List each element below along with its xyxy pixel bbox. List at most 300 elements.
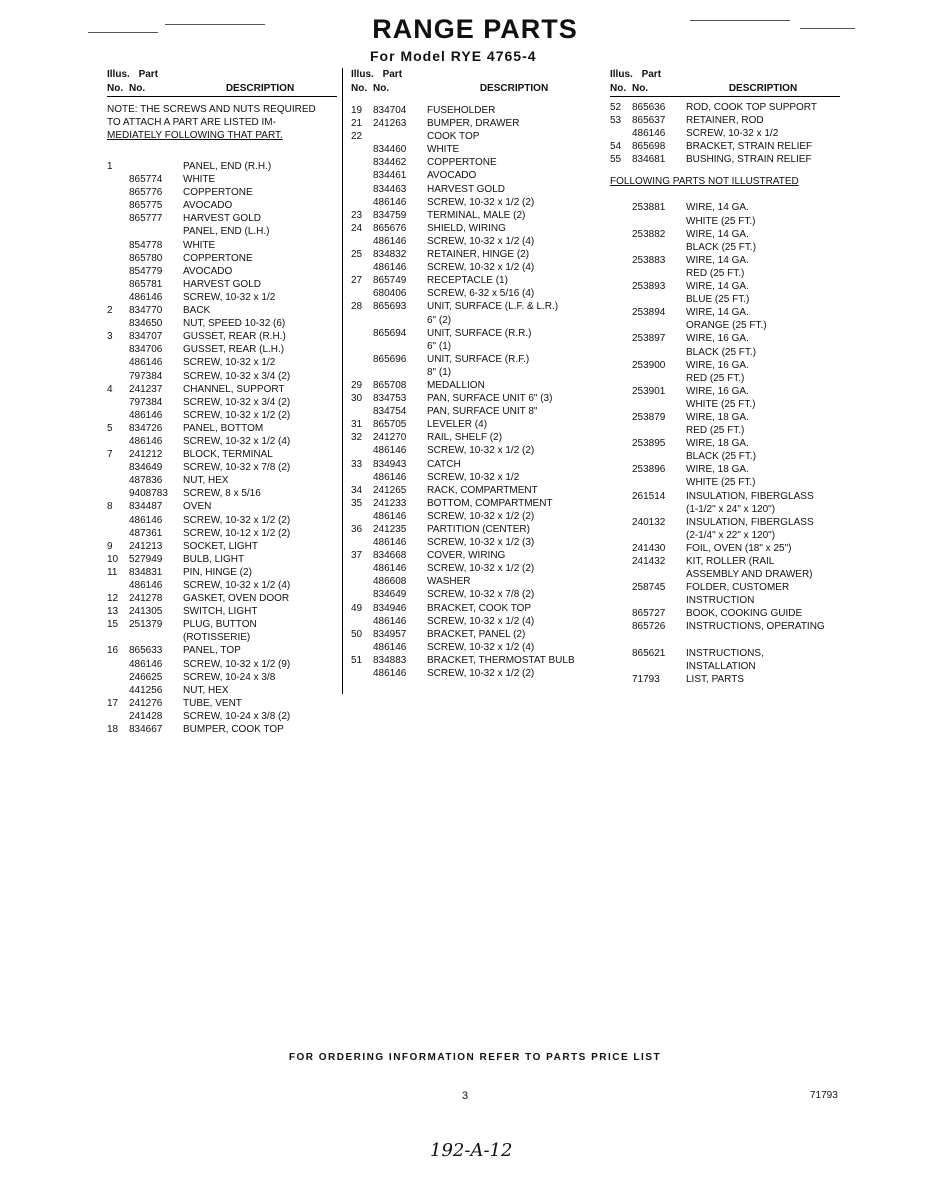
illus-number: 55 bbox=[610, 154, 622, 166]
illus-number bbox=[107, 291, 129, 304]
part-number: 834462 bbox=[373, 157, 407, 169]
illus-number: 24 bbox=[351, 222, 363, 234]
part-number bbox=[373, 366, 423, 379]
part-description: AVOCADO bbox=[183, 265, 233, 277]
parts-row bbox=[107, 697, 337, 710]
part-description: COOK TOP bbox=[427, 131, 480, 143]
part-number: 253879 bbox=[632, 411, 666, 423]
parts-row bbox=[610, 201, 840, 214]
illus-number bbox=[610, 529, 632, 542]
illus-number bbox=[351, 143, 373, 156]
parts-row bbox=[610, 568, 840, 581]
illus-number bbox=[107, 579, 129, 592]
part-number: 240132 bbox=[632, 516, 666, 528]
parts-row bbox=[107, 278, 337, 291]
part-description: GUSSET, REAR (R.H.) bbox=[183, 331, 286, 343]
parts-row bbox=[610, 372, 840, 385]
illus-number: 31 bbox=[351, 419, 363, 431]
parts-row bbox=[351, 562, 601, 575]
parts-row bbox=[351, 340, 601, 353]
part-description: NUT, SPEED 10-32 (6) bbox=[183, 318, 286, 330]
parts-row bbox=[610, 359, 840, 372]
part-no-label: No. bbox=[373, 83, 390, 94]
screws-note bbox=[107, 103, 337, 142]
parts-row bbox=[610, 647, 840, 660]
part-number bbox=[632, 660, 682, 673]
illus-number bbox=[351, 235, 373, 248]
part-description: BACK bbox=[183, 305, 211, 317]
illus-number: 3 bbox=[107, 331, 113, 343]
part-number: 834943 bbox=[373, 458, 407, 470]
parts-row bbox=[107, 500, 337, 513]
part-description: MEDALLION bbox=[427, 379, 485, 391]
part-number bbox=[373, 340, 423, 353]
part-number: 834957 bbox=[373, 628, 407, 640]
part-description: WHITE (25 FT.) bbox=[686, 398, 756, 410]
description-label: DESCRIPTION bbox=[479, 83, 549, 94]
part-description: 6" (2) bbox=[427, 314, 452, 326]
parts-row bbox=[107, 631, 337, 644]
illus-number bbox=[351, 588, 373, 601]
part-number bbox=[632, 293, 682, 306]
part-number: 253895 bbox=[632, 438, 666, 450]
part-number: 253897 bbox=[632, 333, 666, 345]
illus-number: 10 bbox=[107, 553, 119, 565]
parts-row bbox=[610, 127, 840, 140]
part-number: 865726 bbox=[632, 621, 666, 633]
part-description: CATCH bbox=[427, 458, 461, 470]
illus-number bbox=[610, 555, 632, 568]
part-number: 246625 bbox=[129, 671, 163, 683]
parts-row bbox=[107, 383, 337, 396]
parts-row bbox=[610, 101, 840, 114]
illus-number: 21 bbox=[351, 118, 363, 130]
not-illustrated-heading: FOLLOWING PARTS NOT ILLUSTRATED bbox=[610, 176, 799, 188]
illus-number: 53 bbox=[610, 115, 622, 127]
illus-number: 12 bbox=[107, 593, 119, 605]
part-description: PANEL, END (R.H.) bbox=[183, 161, 272, 172]
illus-number bbox=[610, 280, 632, 293]
part-description: PANEL, TOP bbox=[183, 645, 241, 657]
part-description: WASHER bbox=[427, 576, 471, 588]
part-number: 253883 bbox=[632, 254, 666, 266]
illus-number bbox=[107, 252, 129, 265]
parts-row bbox=[107, 553, 337, 566]
illus-number bbox=[351, 287, 373, 300]
column-header-top bbox=[351, 68, 601, 82]
part-description: FOIL, OVEN (18" x 25") bbox=[686, 542, 792, 554]
parts-list bbox=[351, 104, 601, 680]
illus-number bbox=[610, 201, 632, 214]
parts-row bbox=[107, 618, 337, 631]
parts-row bbox=[107, 239, 337, 252]
part-description: SCREW, 10-32 x 1/2 (2) bbox=[427, 510, 535, 522]
part-no-label: No. bbox=[632, 83, 649, 94]
illus-number bbox=[610, 542, 632, 555]
parts-column-3 bbox=[610, 68, 840, 686]
part-description: SCREW, 6-32 x 5/16 (4) bbox=[427, 288, 535, 300]
part-number bbox=[632, 215, 682, 228]
note-line: MEDIATELY FOLLOWING THAT PART. bbox=[107, 130, 283, 141]
part-description: WIRE, 14 GA. bbox=[686, 228, 749, 240]
parts-row bbox=[351, 392, 601, 405]
part-number: 241278 bbox=[129, 593, 163, 605]
part-description: SHIELD, WIRING bbox=[427, 222, 506, 234]
part-number: 680406 bbox=[373, 288, 407, 300]
parts-row bbox=[610, 398, 840, 411]
part-description: INSTRUCTIONS, OPERATING bbox=[686, 621, 825, 633]
part-description: (2-1/4" x 22" x 120") bbox=[686, 529, 776, 541]
part-number bbox=[632, 319, 682, 332]
part-description: RETAINER, HINGE (2) bbox=[427, 249, 530, 261]
part-number: 865776 bbox=[129, 187, 163, 199]
illus-number: 28 bbox=[351, 301, 363, 313]
illus-number: 11 bbox=[107, 566, 118, 578]
parts-row bbox=[107, 212, 337, 225]
illus-number bbox=[610, 293, 632, 306]
illus-number: 23 bbox=[351, 209, 363, 221]
part-number: 241265 bbox=[373, 484, 407, 496]
part-number: 486146 bbox=[373, 262, 407, 274]
illus-number bbox=[107, 186, 129, 199]
part-description: HARVEST GOLD bbox=[183, 278, 261, 290]
part-description: BLACK (25 FT.) bbox=[686, 451, 757, 463]
part-number: 834704 bbox=[373, 105, 407, 116]
part-number: 865781 bbox=[129, 278, 163, 290]
parts-row bbox=[351, 418, 601, 431]
part-description: ASSEMBLY AND DRAWER) bbox=[686, 569, 813, 581]
part-number: 865636 bbox=[632, 102, 666, 113]
part-description: GUSSET, REAR (L.H.) bbox=[183, 344, 285, 356]
part-description: BLOCK, TERMINAL bbox=[183, 449, 273, 461]
part-description: (1-1/2" x 24" x 120") bbox=[686, 503, 776, 515]
part-description: LIST, PARTS bbox=[686, 673, 744, 685]
part-description: CHANNEL, SUPPORT bbox=[183, 383, 285, 395]
part-description: LEVELER (4) bbox=[427, 419, 488, 431]
part-description: TUBE, VENT bbox=[183, 697, 242, 709]
part-description: ORANGE (25 FT.) bbox=[686, 320, 767, 332]
parts-row bbox=[351, 510, 601, 523]
illus-number bbox=[107, 199, 129, 212]
parts-row bbox=[610, 306, 840, 319]
illus-number: 37 bbox=[351, 550, 363, 562]
illus-number bbox=[610, 424, 632, 437]
illus-number bbox=[351, 340, 373, 353]
part-number bbox=[129, 225, 179, 238]
illus-number bbox=[610, 267, 632, 280]
illus-number bbox=[610, 634, 632, 647]
parts-row bbox=[351, 588, 601, 601]
part-description: WIRE, 16 GA. bbox=[686, 359, 749, 371]
part-description: NUT, HEX bbox=[183, 684, 229, 696]
part-description: WIRE, 14 GA. bbox=[686, 307, 749, 319]
parts-row bbox=[107, 199, 337, 212]
illus-number bbox=[107, 356, 129, 369]
parts-row bbox=[351, 130, 601, 143]
parts-row bbox=[610, 424, 840, 437]
part-description: (ROTISSERIE) bbox=[183, 632, 251, 644]
parts-row bbox=[351, 379, 601, 392]
part-description: HARVEST GOLD bbox=[427, 183, 505, 195]
part-description: NUT, HEX bbox=[183, 475, 229, 487]
part-description: INSULATION, FIBERGLASS bbox=[686, 516, 814, 528]
parts-row bbox=[107, 422, 337, 435]
illus-number bbox=[351, 641, 373, 654]
part-description: SCREW, 10-32 x 1/2 (2) bbox=[427, 196, 535, 208]
illus-number bbox=[610, 450, 632, 463]
illus-number bbox=[610, 660, 632, 673]
part-description: BUSHING, STRAIN RELIEF bbox=[686, 154, 812, 166]
part-description: ROD, COOK TOP SUPPORT bbox=[686, 102, 817, 113]
illus-number bbox=[107, 461, 129, 474]
parts-row bbox=[351, 261, 601, 274]
part-number: 486146 bbox=[129, 580, 163, 591]
part-description: BRACKET, PANEL (2) bbox=[427, 628, 526, 640]
part-number: 486146 bbox=[373, 445, 407, 457]
parts-list-not-illustrated bbox=[610, 201, 840, 685]
illus-number: 9 bbox=[107, 540, 113, 552]
note-line: TO ATTACH A PART ARE LISTED IM- bbox=[107, 117, 276, 128]
illus-label: Illus. bbox=[107, 69, 130, 80]
part-number bbox=[632, 372, 682, 385]
part-number: 834460 bbox=[373, 144, 407, 156]
illus-number: 4 bbox=[107, 383, 113, 395]
illus-number bbox=[610, 127, 632, 140]
parts-row bbox=[107, 461, 337, 474]
parts-row bbox=[610, 503, 840, 516]
parts-row bbox=[107, 409, 337, 422]
part-description: WHITE bbox=[183, 239, 216, 251]
page-number: 3 bbox=[462, 1090, 469, 1102]
part-description: SCREW, 8 x 5/16 bbox=[183, 488, 261, 500]
illus-number bbox=[107, 474, 129, 487]
illus-number bbox=[107, 173, 129, 186]
illus-number bbox=[610, 254, 632, 267]
parts-row bbox=[610, 280, 840, 293]
parts-row bbox=[351, 117, 601, 130]
illus-number: 18 bbox=[107, 724, 119, 736]
parts-row bbox=[107, 291, 337, 304]
parts-row bbox=[107, 225, 337, 238]
parts-row bbox=[107, 330, 337, 343]
part-number: 834706 bbox=[129, 344, 163, 356]
illus-number: 1 bbox=[107, 161, 113, 172]
part-number: 865698 bbox=[632, 141, 666, 153]
part-number: 486146 bbox=[373, 641, 407, 653]
illus-number: 17 bbox=[107, 697, 119, 709]
part-description: WIRE, 18 GA. bbox=[686, 411, 749, 423]
parts-row bbox=[351, 156, 601, 169]
part-description: WIRE, 18 GA. bbox=[686, 464, 749, 476]
parts-row bbox=[610, 140, 840, 153]
illus-number bbox=[351, 667, 373, 680]
illus-number bbox=[107, 671, 129, 684]
parts-row bbox=[610, 555, 840, 568]
illus-number: 33 bbox=[351, 458, 363, 470]
illus-number bbox=[351, 536, 373, 549]
part-number: 486146 bbox=[373, 235, 407, 247]
part-description: WIRE, 14 GA. bbox=[686, 202, 749, 214]
parts-row bbox=[610, 673, 840, 686]
part-description: WIRE, 16 GA. bbox=[686, 333, 749, 345]
column-header-bottom bbox=[351, 82, 601, 96]
illus-number bbox=[351, 366, 373, 379]
illus-number bbox=[610, 607, 632, 620]
parts-row bbox=[351, 654, 601, 667]
illus-number bbox=[351, 261, 373, 274]
part-number: 834831 bbox=[129, 566, 163, 578]
part-description: FUSEHOLDER bbox=[427, 105, 496, 116]
parts-row bbox=[351, 183, 601, 196]
illus-number bbox=[351, 353, 373, 366]
illus-number: 19 bbox=[351, 105, 363, 116]
parts-row bbox=[610, 346, 840, 359]
part-description: UNIT, SURFACE (L.F. & L.R.) bbox=[427, 301, 559, 313]
part-description: SCREW, 10-32 x 7/8 (2) bbox=[183, 462, 291, 474]
part-number: 834754 bbox=[373, 406, 407, 418]
part-number: 486146 bbox=[373, 668, 407, 680]
part-description: BULB, LIGHT bbox=[183, 553, 245, 565]
illus-number bbox=[351, 183, 373, 196]
part-number: 241432 bbox=[632, 556, 666, 567]
part-number: 527949 bbox=[129, 553, 163, 565]
illus-number: 27 bbox=[351, 275, 363, 287]
illus-number bbox=[351, 156, 373, 169]
illus-number: 7 bbox=[107, 449, 113, 461]
part-number bbox=[632, 450, 682, 463]
part-description: OVEN bbox=[183, 501, 212, 513]
part-description: PLUG, BUTTON bbox=[183, 619, 257, 631]
part-description: SCREW, 10-32 x 1/2 (2) bbox=[427, 563, 535, 575]
part-number: 865633 bbox=[129, 645, 163, 657]
part-number: 834753 bbox=[373, 393, 407, 405]
column-header-top bbox=[107, 68, 337, 82]
part-number bbox=[632, 476, 682, 489]
part-description: RACK, COMPARTMENT bbox=[427, 484, 538, 496]
illus-number: 32 bbox=[351, 432, 363, 444]
part-description: SWITCH, LIGHT bbox=[183, 606, 258, 618]
part-number: 834649 bbox=[129, 462, 163, 474]
part-description: SCREW, 10-32 x 1/2 bbox=[183, 357, 276, 369]
parts-row bbox=[351, 300, 601, 313]
illus-no-label: No. bbox=[610, 83, 627, 94]
part-number: 865749 bbox=[373, 275, 407, 287]
illus-number bbox=[351, 327, 373, 340]
part-number: 261514 bbox=[632, 490, 666, 502]
parts-row bbox=[610, 228, 840, 241]
illus-number bbox=[610, 319, 632, 332]
part-description: SCREW, 10-32 x 1/2 (4) bbox=[183, 435, 291, 447]
illus-number: 52 bbox=[610, 102, 622, 113]
part-number: 486146 bbox=[129, 357, 163, 369]
part-number: 834487 bbox=[129, 501, 163, 513]
part-description: RED (25 FT.) bbox=[686, 267, 745, 279]
parts-row bbox=[107, 566, 337, 579]
parts-row bbox=[351, 536, 601, 549]
part-description: RECEPTACLE (1) bbox=[427, 275, 508, 287]
part-number: 834883 bbox=[373, 654, 407, 666]
illus-number bbox=[351, 196, 373, 209]
parts-row bbox=[107, 723, 337, 736]
part-description: SCREW, 10-32 x 1/2 (2) bbox=[427, 668, 535, 680]
illus-number bbox=[351, 169, 373, 182]
parts-row bbox=[107, 186, 337, 199]
part-number bbox=[632, 346, 682, 359]
parts-row bbox=[107, 317, 337, 330]
illus-number: 54 bbox=[610, 141, 622, 153]
illus-number bbox=[107, 239, 129, 252]
part-description: PARTITION (CENTER) bbox=[427, 524, 530, 535]
part-description: SCREW, 10-24 x 3/8 (2) bbox=[183, 710, 291, 722]
parts-row bbox=[610, 463, 840, 476]
parts-row bbox=[107, 474, 337, 487]
illus-number bbox=[610, 372, 632, 385]
illus-number bbox=[610, 411, 632, 424]
part-number: 486146 bbox=[129, 435, 163, 447]
column-header-bottom bbox=[107, 82, 337, 97]
parts-row bbox=[351, 431, 601, 444]
part-description: BLACK (25 FT.) bbox=[686, 241, 757, 253]
part-description: SCREW, 10-32 x 1/2 (2) bbox=[183, 409, 291, 421]
part-description: BOOK, COOKING GUIDE bbox=[686, 608, 803, 620]
illus-number bbox=[610, 398, 632, 411]
parts-row bbox=[107, 265, 337, 278]
part-number bbox=[373, 314, 423, 327]
part-description: SCREW, 10-32 x 1/2 (4) bbox=[427, 262, 535, 274]
description-label: DESCRIPTION bbox=[728, 83, 798, 94]
part-description: HARVEST GOLD bbox=[183, 213, 261, 225]
part-description: UNIT, SURFACE (R.F.) bbox=[427, 353, 530, 365]
parts-row bbox=[351, 366, 601, 379]
part-number: 865727 bbox=[632, 608, 666, 620]
parts-row bbox=[610, 114, 840, 127]
parts-row bbox=[610, 450, 840, 463]
parts-row bbox=[107, 658, 337, 671]
parts-row bbox=[610, 490, 840, 503]
parts-row bbox=[351, 628, 601, 641]
illus-number bbox=[610, 306, 632, 319]
parts-row bbox=[107, 252, 337, 265]
part-number: 865676 bbox=[373, 222, 407, 234]
parts-row bbox=[351, 549, 601, 562]
illus-number bbox=[107, 631, 129, 644]
part-number: 486608 bbox=[373, 576, 407, 588]
part-number: 241430 bbox=[632, 542, 666, 554]
part-number: 834461 bbox=[373, 170, 407, 182]
part-description: COPPERTONE bbox=[427, 157, 497, 169]
part-number: 834946 bbox=[373, 602, 407, 614]
part-number: 253882 bbox=[632, 228, 666, 240]
part-description: PAN, SURFACE UNIT 6" (3) bbox=[427, 393, 553, 405]
ordering-note: FOR ORDERING INFORMATION REFER TO PARTS PRICE LIST bbox=[288, 1052, 662, 1063]
part-number: 71793 bbox=[632, 673, 660, 685]
part-description: SCREW, 10-32 x 3/4 (2) bbox=[183, 370, 291, 382]
parts-row bbox=[107, 710, 337, 723]
illus-number bbox=[107, 265, 129, 278]
part-description: SCREW, 10-32 x 1/2 (2) bbox=[183, 514, 291, 526]
illus-number: 29 bbox=[351, 379, 363, 391]
part-no-label: No. bbox=[129, 83, 146, 94]
part-number bbox=[632, 241, 682, 254]
part-number: 241237 bbox=[129, 383, 163, 395]
part-number: 253881 bbox=[632, 202, 666, 214]
illus-number bbox=[351, 575, 373, 588]
part-number: 834650 bbox=[129, 318, 163, 330]
illus-no-label: No. bbox=[351, 83, 368, 94]
part-description: SCREW, 10-32 x 7/8 (2) bbox=[427, 589, 535, 601]
part-number: 487836 bbox=[129, 475, 163, 487]
part-label: Part bbox=[138, 69, 159, 80]
